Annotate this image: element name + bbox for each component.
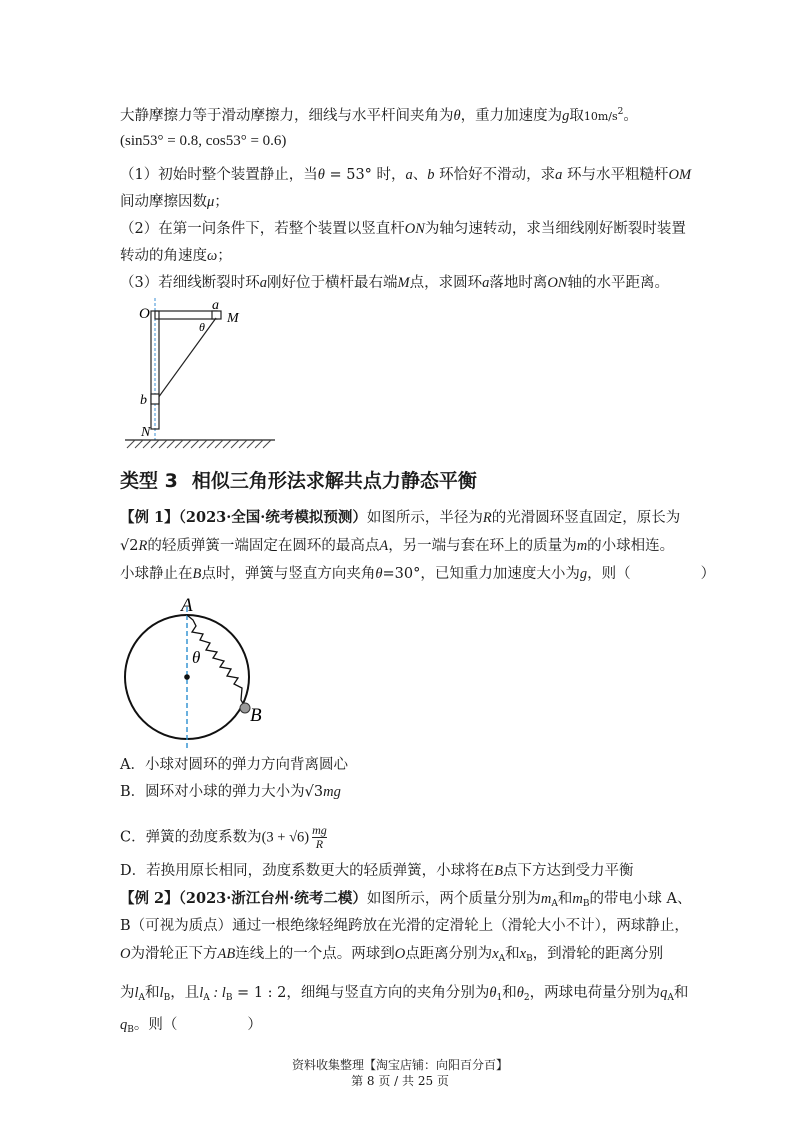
label-B: B	[250, 705, 262, 726]
page-number: 第 8 页 / 共 25 页	[351, 1074, 449, 1088]
example-1-line-3: 小球静止在B点时，弹簧与竖直方向夹角θ=30°，已知重力加速度大小为g，则（ ）	[120, 566, 716, 582]
section-title: 相似三角形法求解共点力静态平衡	[191, 470, 477, 492]
footer-source: 资料收集整理【淘宝店铺：向阳百分百】	[291, 1058, 508, 1072]
example-2-line-3: O为滑轮正下方AB连线上的一个点。两球到O点距离分别为$x_A$和$x_B$，到滑轮的距离分别	[120, 946, 664, 964]
question-3-line: （3）若细线断裂时环a刚好位于横杆最右端M点，求圆环a落地时离ON轴的水平距离。	[120, 275, 669, 291]
label-b: b	[140, 393, 147, 408]
question-2-line-2: 转动的角速度ω；	[120, 248, 232, 264]
label-n: N	[141, 425, 151, 440]
ball-b	[240, 703, 250, 713]
example-1-tag: 【例 1】	[120, 509, 179, 526]
problem-intro-line: 大静摩擦力等于滑动摩擦力，细线与水平杆间夹角为θ，重力加速度为g取$10m/s^2$。	[120, 107, 638, 124]
question-2-line-1: （2）在第一问条件下，若整个装置以竖直杆ON为轴匀速转动，求当细线刚好断裂时装置	[120, 221, 686, 237]
example-2-line-5: $q_B$。则（ ）	[120, 1017, 262, 1035]
label-theta-2: θ	[192, 648, 201, 667]
trig-values: (sin53° = 0.8, cos53° = 0.6)	[120, 133, 287, 149]
label-theta: θ	[199, 320, 205, 334]
example-2-line-1: 【例 2】（2023·浙江台州·统考二模）如图所示，两个质量分别为$m_A$和$m_B$的带电小球 A、	[120, 890, 692, 909]
option-b: B．圆环对小球的弹力大小为√3mg	[120, 784, 341, 800]
option-d: D．若换用原长相同，劲度系数更大的轻质弹簧，小球将在B点下方达到受力平衡	[120, 863, 634, 879]
question-1-line-1: （1）初始时整个装置静止，当θ = 53° 时，a、b 环恰好不滑动，求a 环与水平粗糙杆OM	[120, 167, 692, 183]
label-m: M	[227, 311, 239, 326]
circle-center-dot	[184, 674, 190, 680]
question-1-line-2: 间动摩擦因数μ；	[120, 194, 229, 210]
example-2-line-2: B（可视为质点）通过一根绝缘轻绳跨放在光滑的定滑轮上（滑轮大小不计），两球静止，	[120, 918, 689, 934]
example-1-line-1: 【例 1】（2023·全国·统考模拟预测）如图所示，半径为R的光滑圆环竖直固定，原长为	[120, 509, 681, 526]
example-2-line-4: 为$l_A$和$l_B$，且$l_A$ : $l_B = 1$ : 2，细绳与竖直方向的夹角分别为$\theta_1$和$\theta_2$，两球电荷量分别为$q_A$和	[120, 985, 689, 1003]
label-o: O	[139, 306, 150, 322]
example-2-tag: 【例 2】	[120, 890, 179, 907]
option-a: A．小球对圆环的弹力方向背离圆心	[120, 757, 348, 773]
example-1-line-2: √2R的轻质弹簧一端固定在圆环的最高点A，另一端与套在环上的质量为m的小球相连。	[120, 538, 675, 554]
option-c: C．弹簧的劲度系数为(3 + √6) $\frac{mg}{R}$	[120, 823, 327, 851]
label-a: a	[212, 298, 219, 313]
section-label: 类型 3	[120, 470, 178, 492]
label-A: A	[181, 595, 193, 616]
